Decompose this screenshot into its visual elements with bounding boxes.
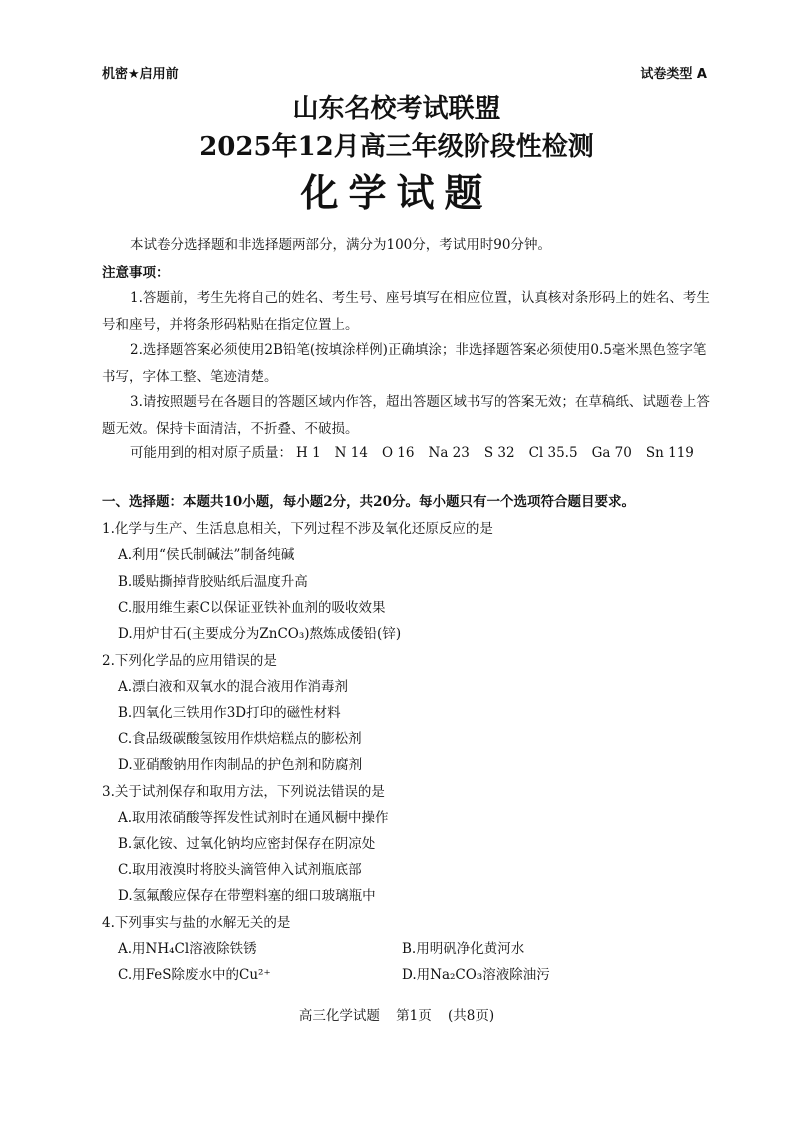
atomic-mass-item: O 16	[381, 445, 415, 461]
question-option: C.取用液溴时将胶头滴管伸入试剂瓶底部	[118, 862, 362, 878]
notes-label: 注意事项：	[102, 265, 170, 281]
question-option: C.用FeS除废水中的Cu²⁺	[118, 967, 271, 983]
atomic-mass-item: Na 23	[428, 445, 470, 461]
question-option: B.用明矾净化黄河水	[402, 941, 525, 957]
paper-type-label: 试卷类型 A	[640, 67, 707, 82]
question-option: B.四氧化三铁用作3D打印的磁性材料	[118, 705, 341, 721]
question-option: B.暖贴撕掉背胶贴纸后温度升高	[118, 574, 308, 590]
intro-text: 本试卷分选择题和非选择题两部分，满分为100分，考试用时90分钟。	[130, 237, 551, 253]
question-option: C.服用维生素C以保证亚铁补血剂的吸收效果	[118, 600, 386, 616]
note-item: 2.选择题答案必须使用2B铅笔(按填涂样例)正确填涂；非选择题答案必须使用0.5毫米黑色签字笔书写，字体工整、笔迹清楚。	[102, 342, 707, 385]
question-option: B.氯化铵、过氧化钠均应密封保存在阴凉处	[118, 836, 376, 852]
atomic-mass-item: S 32	[483, 445, 515, 461]
question-option: D.用Na₂CO₃溶液除油污	[402, 967, 550, 983]
atomic-mass-item: Sn 119	[645, 445, 694, 461]
footer-subject: 高三化学试题	[298, 1008, 380, 1024]
exam-alliance-title: 山东名校考试联盟	[292, 94, 501, 124]
page-footer	[0, 1004, 793, 1024]
question-option: A.漂白液和双氧水的混合液用作消毒剂	[118, 679, 349, 695]
question-option: D.用炉甘石(主要成分为ZnCO₃)熬炼成倭铅(锌)	[118, 626, 402, 642]
question-option: D.亚硝酸钠用作肉制品的护色剂和防腐剂	[118, 757, 363, 773]
question-stem: 3.关于试剂保存和取用方法，下列说法错误的是	[102, 784, 385, 800]
atomic-mass-item: Cl 35.5	[528, 445, 578, 461]
atomic-mass-list	[130, 441, 708, 461]
section-heading: 一、选择题：本题共10小题，每小题2分，共20分。每小题只有一个选项符合题目要求。	[102, 494, 635, 510]
atomic-mass-item: H 1	[296, 445, 321, 461]
atomic-mass-item: N 14	[334, 445, 368, 461]
question-stem: 2.下列化学品的应用错误的是	[102, 653, 277, 669]
note-item: 1.答题前，考生先将自己的姓名、考生号、座号填写在相应位置，认真核对条形码上的姓名、考生号和座号，并将条形码粘贴在指定位置上。	[102, 290, 710, 333]
atomic-mass-item: Ga 70	[591, 445, 632, 461]
question-option: A.用NH₄Cl溶液除铁锈	[118, 941, 257, 957]
footer-page-number: 第1页	[396, 1008, 432, 1024]
question-option: D.氢氟酸应保存在带塑料塞的细口玻璃瓶中	[118, 888, 376, 904]
footer-page-total: (共8页)	[448, 1008, 495, 1024]
question-option: A.取用浓硝酸等挥发性试剂时在通风橱中操作	[118, 810, 389, 826]
confidential-label: 机密★启用前	[102, 67, 179, 82]
note-item: 3.请按照题号在各题目的答题区域内作答，超出答题区域书写的答案无效；在草稿纸、试题卷上答题无效。保持卡面清洁，不折叠、不破损。	[102, 394, 710, 437]
question-stem: 1.化学与生产、生活息息相关，下列过程不涉及氧化还原反应的是	[102, 521, 493, 537]
exam-session-title: 2025年12月高三年级阶段性检测	[199, 132, 594, 162]
question-option: C.食品级碳酸氢铵用作烘焙糕点的膨松剂	[118, 731, 362, 747]
subject-title: 化学试题	[300, 171, 493, 215]
question-stem: 4.下列事实与盐的水解无关的是	[102, 915, 291, 931]
question-option: A.利用“侯氏制碱法”制备纯碱	[118, 547, 295, 563]
atomic-mass-label: 可能用到的相对原子质量：	[130, 445, 292, 461]
